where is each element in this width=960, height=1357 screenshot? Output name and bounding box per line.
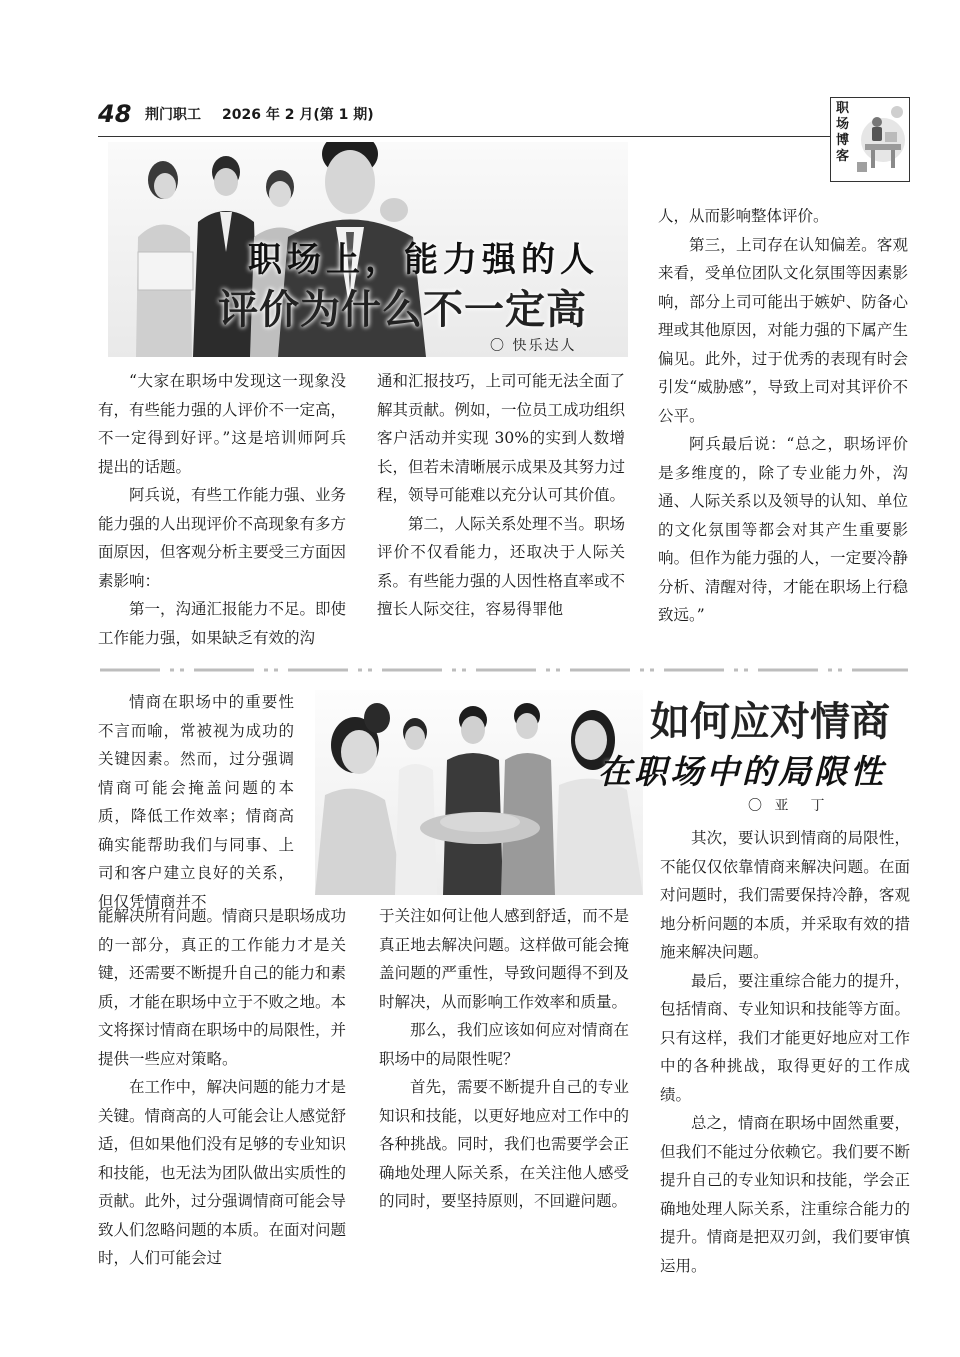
article2-title-line2: 在职场中的局限性 (598, 752, 886, 791)
article2-column-2 (379, 902, 629, 1216)
article2-title-line1: 如何应对情商 (650, 699, 890, 745)
paragraph: 首先，需要不断提升自己的专业知识和技能，以更好地应对工作中的各种挑战。同时，我们也需要学会正确地处理人际关系，在关注他人感受的同时，要坚持原则，不回避问题。 (379, 1078, 629, 1210)
page-number: 48 (98, 100, 132, 128)
article1-author: 〇 快乐达人 (490, 338, 577, 354)
paragraph: 其次，要认识到情商的局限性，不能仅仅依靠情商来解决问题。在面对问题时，我们需要保持冷静，客观地分析问题的本质，并采取有效的措施来解决问题。 (660, 829, 910, 961)
paragraph: 第二，人际关系处理不当。职场评价不仅看能力，还取决于人际关系。有些能力强的人因性格直率或不擅长人际交往，容易得罪他 (377, 514, 626, 618)
column-name: 职场博客 (836, 101, 850, 164)
article1-column-3 (658, 202, 908, 630)
paragraph: 阿兵最后说：“总之，职场评价是多维度的，除了专业能力外，沟通、人际关系以及领导的认知、单位的文化氛围等都会对其产生重要影响。但作为能力强的人，一定要冷静分析、清醒对待，才能在职场上行稳致远。” (658, 435, 908, 624)
article2-intro (98, 688, 294, 916)
section-divider (100, 657, 908, 661)
paragraph: 人，从而影响整体评价。 (658, 207, 829, 225)
article2-column-1 (98, 902, 346, 1273)
paragraph: 那么，我们应该如何应对情商在职场中的局限性呢？ (379, 1021, 629, 1068)
paragraph: 第三，上司存在认知偏差。客观来看，受单位团队文化氛围等因素影响，部分上司可能出于嫉妒、防备心理或其他原因，对能力强的下属产生偏见。此外，过于优秀的表现有时会引发“威胁感”，导致上司对其评价不公平。 (658, 235, 908, 425)
paragraph: 总之，情商在职场中固然重要，但我们不能过分依赖它。我们要不断提升自己的专业知识和技能，学会正确地处理人际关系，注重综合能力的提升。情商是把双刃剑，我们要审慎运用。 (660, 1114, 910, 1275)
article2-author: 〇 亚 丁 (748, 798, 829, 814)
article1-title-line2: 评价为什么不一定高 (218, 287, 587, 333)
article1-column-1 (98, 367, 346, 652)
article1-column-2 (377, 367, 625, 624)
paragraph: 在工作中，解决问题的能力才是关键。情商高的人可能会让人感觉舒适，但如果他们没有足够的专业知识和技能，也无法为团队做出实质性的贡献。此外，过分强调情商可能会导致人们忽略问题的本质。在面对问题时，人们可能会过 (98, 1078, 347, 1267)
team-hands-photo (315, 690, 643, 895)
paragraph: 通和汇报技巧，上司可能无法全面了解其贡献。例如，一位员工成功组织客户活动并实现 30%的实到人数增长，但若未清晰展示成果及其努力过程，领导可能难以充分认可其价值。 (377, 372, 626, 504)
paragraph: 第一，沟通汇报能力不足。即使工作能力强，如果缺乏有效的沟 (98, 600, 347, 647)
issue-date: 2026 年 2 月(第 1 期) (222, 107, 374, 123)
paragraph: 于关注如何让他人感到舒适，而不是真正地去解决问题。这样做可能会掩盖问题的严重性，导致问题得不到及时解决，从而影响工作效率和质量。 (379, 907, 629, 1011)
paragraph: 情商在职场中的重要性不言而喻，常被视为成功的关键因素。然而，过分强调情商可能会掩盖问题的本质，降低工作效率；情商高确实能帮助我们与同事、上司和客户建立良好的关系，但仅凭情商并不 (98, 693, 294, 911)
paragraph: 最后，要注重综合能力的提升，包括情商、专业知识和技能等方面。只有这样，我们才能更好地应对工作中的各种挑战，取得更好的工作成绩。 (660, 971, 910, 1104)
article2-column-3 (660, 824, 910, 1280)
header-rule (98, 136, 832, 137)
paragraph: 能解决所有问题。情商只是职场成功的一部分，真正的工作能力才是关键，还需要不断提升自己的能力和素质，才能在职场中立于不败之地。本文将探讨情商在职场中的局限性，并提供一些应对策略。 (98, 907, 347, 1068)
publication-name: 荆门职工 (145, 107, 201, 123)
paragraph: 阿兵说，有些工作能力强、业务能力强的人出现评价不高现象有多方面原因，但客观分析主要受三方面因素影响： (98, 486, 347, 590)
paragraph: “大家在职场中发现这一现象没有，有些能力强的人评价不一定高，不一定得到好评。”这是培训师阿兵提出的话题。 (98, 372, 347, 476)
article1-title-line1: 职场上，能力强的人 (248, 240, 599, 280)
